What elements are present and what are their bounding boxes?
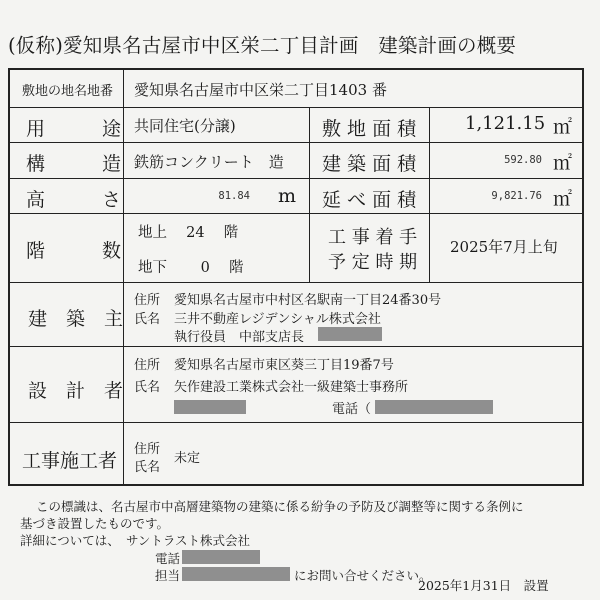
contact-suffix: にお問い合せください。 [294, 568, 432, 583]
site-area-value: 1,121.15 [465, 113, 546, 134]
note-line-1: この標識は、名古屋市中高層建築物の建築に係る紛争の予防及び調整等に関する条例に [36, 499, 524, 514]
structure-value: 鉄筋コンクリート 造 [134, 153, 284, 171]
posted-date: 2025年1月31日 設置 [418, 578, 549, 593]
designer-address: 愛知県名古屋市東区葵三丁目19番7号 [174, 358, 394, 373]
structure-label: 構 造 [26, 153, 122, 175]
start-label-line1: 工 事 着 手 [328, 227, 418, 248]
contact-phone-label: 電話 [155, 551, 181, 566]
owner-representative: 執行役員 中部支店長 [174, 330, 305, 345]
height-value: 81.84 [218, 190, 250, 202]
building-area-label: 建 築 面 積 [322, 153, 417, 175]
contact-person-label: 担当 [155, 568, 181, 583]
site-value: 愛知県名古屋市中区栄二丁目1403 番 [134, 81, 387, 99]
note-line-2: 基づき設置したものです。 [20, 516, 170, 531]
start-value: 2025年7月上旬 [450, 238, 558, 256]
owner-address-key: 住所 [134, 293, 161, 308]
contractor-name: 未定 [174, 451, 201, 466]
overview-table [8, 68, 584, 486]
designer-contact-redaction [174, 400, 246, 414]
use-value: 共同住宅(分譲) [134, 117, 236, 135]
contractor-address-key: 住所 [134, 442, 161, 457]
use-label: 用 途 [26, 118, 122, 140]
note-line-3: 詳細については、 サントラスト株式会社 [20, 533, 251, 548]
designer-name-key: 氏名 [134, 380, 161, 395]
designer-phone-label: 電話（ [332, 402, 372, 417]
contact-phone-redaction [182, 550, 260, 564]
owner-address: 愛知県名古屋市中村区名駅南一丁目24番30号 [174, 293, 442, 308]
owner-name: 三井不動産レジデンシャル株式会社 [174, 312, 381, 327]
contractor-name-key: 氏名 [134, 460, 161, 475]
site-label: 敷地の地名地番 [22, 84, 114, 99]
floor-area-unit: ㎡ [553, 188, 573, 210]
floor-area-label: 延 べ 面 積 [322, 189, 417, 211]
start-label-line2: 予 定 時 期 [328, 252, 418, 273]
site-area-label: 敷 地 面 積 [322, 118, 417, 140]
building-area-value: 592.80 [504, 154, 542, 166]
contact-person-redaction [182, 567, 290, 581]
floor-area-value: 9,821.76 [491, 190, 542, 202]
floors-below: 地下 0 階 [138, 260, 244, 276]
designer-phone-redaction [375, 400, 493, 414]
floors-above: 地上 24 階 [138, 225, 239, 241]
sign-title: (仮称)愛知県名古屋市中区栄二丁目計画 建築計画の概要 [8, 34, 517, 57]
contractor-label: 工事施工者 [22, 450, 118, 472]
height-unit: m [278, 185, 297, 207]
designer-label: 設 計 者 [28, 380, 124, 402]
site-area-unit: ㎡ [553, 116, 573, 138]
height-label: 高 さ [26, 189, 122, 211]
owner-label: 建 築 主 [28, 308, 124, 330]
owner-name-key: 氏名 [134, 312, 161, 327]
designer-name: 矢作建設工業株式会社一級建築士事務所 [174, 380, 409, 395]
building-area-unit: ㎡ [553, 152, 573, 174]
floors-label: 階 数 [26, 240, 122, 262]
designer-address-key: 住所 [134, 358, 161, 373]
owner-rep-redaction [318, 327, 382, 341]
